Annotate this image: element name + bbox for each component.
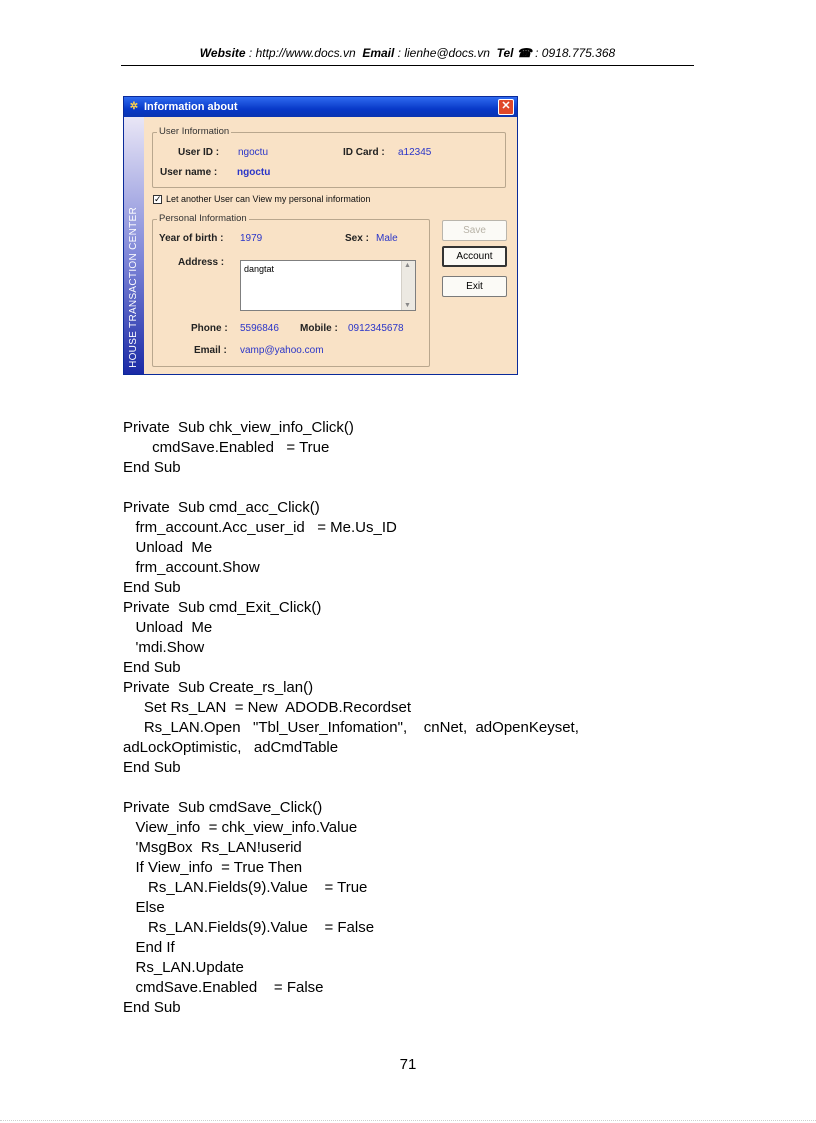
phone-icon: ☎ [516, 46, 532, 60]
code-line: End If [123, 939, 175, 956]
close-button[interactable]: ✕ [498, 99, 514, 115]
code-line: End Sub [123, 759, 181, 776]
phone-value: 5596846 [240, 323, 279, 334]
user-id-label: User ID : [178, 147, 220, 158]
id-card-value: a12345 [398, 147, 432, 158]
tel-value: : 0918.775.368 [531, 46, 616, 60]
code-line: 'MsgBox Rs_LAN!userid [123, 839, 302, 856]
code-line: Rs_LAN.Fields(9).Value = False [123, 919, 375, 936]
address-label: Address : [178, 257, 225, 268]
code-line: Rs_LAN.Update [123, 959, 244, 976]
sidebar-banner [124, 117, 144, 374]
personal-information-legend: Personal Information [159, 213, 247, 224]
dialog-title: Information about [144, 101, 238, 113]
information-dialog [123, 96, 518, 375]
address-value: dangtat [244, 264, 275, 274]
address-scrollbar[interactable] [401, 261, 415, 310]
website-sep: : [245, 46, 256, 60]
code-line: 'mdi.Show [123, 639, 205, 656]
code-line: frm_account.Acc_user_id = Me.Us_ID [123, 519, 397, 536]
sex-label: Sex : [345, 233, 369, 244]
code-line: End Sub [123, 999, 181, 1016]
code-line: Private Sub cmdSave_Click() [123, 799, 323, 816]
tel-label: Tel [496, 46, 514, 60]
code-line: Private Sub cmd_acc_Click() [123, 499, 320, 516]
dialog-titlebar [124, 97, 517, 117]
scroll-down-icon[interactable]: ▼ [404, 302, 411, 309]
code-line: End Sub [123, 659, 181, 676]
user-information-group [152, 126, 506, 188]
save-button[interactable]: Save [442, 220, 507, 241]
view-info-checkbox[interactable]: ✓ [154, 194, 162, 204]
page-number: 71 [399, 1056, 417, 1073]
page-header [121, 46, 694, 64]
phone-label: Phone : [191, 323, 228, 334]
code-line: Else [123, 899, 165, 916]
sidebar-banner-text: HOUSE TRANSACTION CENTER [128, 207, 139, 368]
email-label: Email : [194, 345, 227, 356]
email-value: vamp@yahoo.com [240, 345, 324, 356]
exit-button[interactable]: Exit [442, 276, 507, 297]
user-name-label: User name : [160, 167, 218, 178]
year-of-birth-value: 1979 [240, 233, 263, 244]
account-button[interactable]: Account [442, 246, 507, 267]
code-line: Private Sub cmd_Exit_Click() [123, 599, 322, 616]
code-line: Rs_LAN.Open "Tbl_User_Infomation", cnNet, adOpenKeyset, [123, 719, 579, 736]
code-line: Set Rs_LAN = New ADODB.Recordset [123, 699, 412, 716]
scroll-up-icon[interactable]: ▲ [404, 262, 411, 269]
email-sep: : [394, 46, 405, 60]
code-line: cmdSave.Enabled = True [123, 439, 330, 456]
code-line: Private Sub Create_rs_lan() [123, 679, 314, 696]
code-line: Private Sub chk_view_info_Click() [123, 419, 354, 436]
website-label: Website [199, 46, 246, 60]
view-info-checkbox-label[interactable]: Let another User can View my personal information [166, 194, 371, 204]
year-of-birth-label: Year of birth : [159, 233, 224, 244]
mobile-value: 0912345678 [348, 323, 404, 334]
code-line: Unload Me [123, 619, 213, 636]
footer-divider [0, 1120, 816, 1121]
id-card-label: ID Card : [343, 147, 385, 158]
user-id-value: ngoctu [238, 147, 269, 158]
code-line: If View_info = True Then [123, 859, 303, 876]
code-line: End Sub [123, 579, 181, 596]
email-value[interactable]: lienhe@docs.vn [404, 46, 490, 60]
code-line: End Sub [123, 459, 181, 476]
website-url[interactable]: http://www.docs.vn [255, 46, 356, 60]
app-icon: ✲ [129, 101, 139, 112]
sex-value: Male [376, 233, 398, 244]
mobile-label: Mobile : [300, 323, 338, 334]
address-textarea[interactable] [240, 260, 416, 311]
code-line: frm_account.Show [123, 559, 260, 576]
user-name-value: ngoctu [237, 167, 271, 178]
code-line: adLockOptimistic, adCmdTable [123, 739, 339, 756]
code-line: cmdSave.Enabled = False [123, 979, 324, 996]
code-line: View_info = chk_view_info.Value [123, 819, 358, 836]
user-information-legend: User Information [159, 126, 230, 137]
code-line: Rs_LAN.Fields(9).Value = True [123, 879, 368, 896]
code-line: Unload Me [123, 539, 213, 556]
email-label: Email [362, 46, 395, 60]
header-divider [121, 65, 694, 66]
